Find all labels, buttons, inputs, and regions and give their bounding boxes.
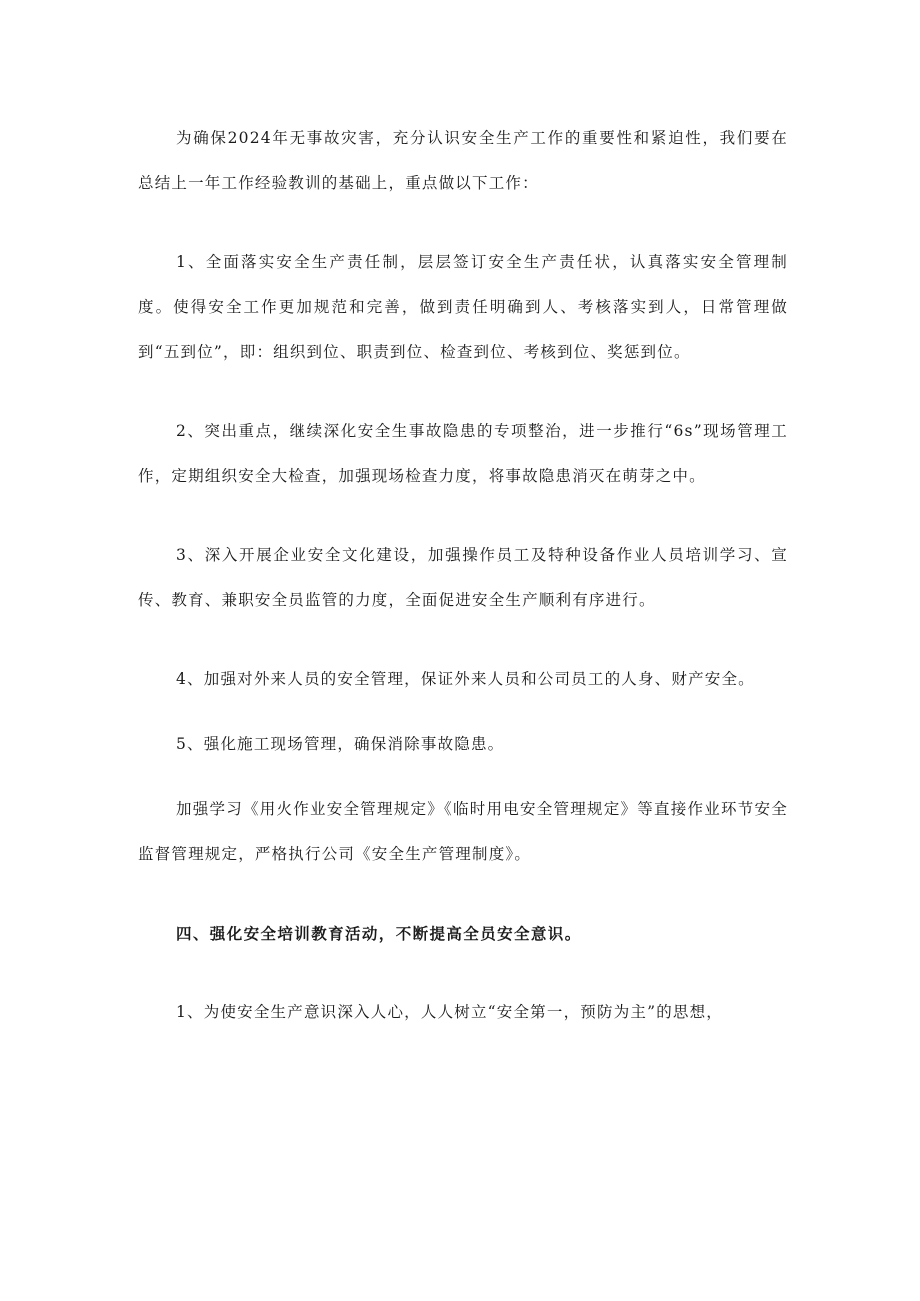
item-3-paragraph: 3、深入开展企业安全文化建设，加强操作员工及特种设备作业人员培训学习、宣传、教育、兼职安全员监管的力度，全面促进安全生产顺利有序进行。	[138, 546, 788, 609]
section-four-heading: 四、强化安全培训教育活动，不断提高全员安全意识。	[176, 924, 582, 943]
item-5-paragraph: 5、强化施工现场管理，确保消除事故隐患。	[176, 735, 505, 753]
intro-paragraph: 为确保2024年无事故灾害，充分认识安全生产工作的重要性和紧迫性，我们要在总结上一年工作经验教训的基础上，重点做以下工作：	[138, 129, 788, 192]
regulations-paragraph: 加强学习《用火作业安全管理规定》《临时用电安全管理规定》等直接作业环节安全监督管理规定，严格执行公司《安全生产管理制度》。	[138, 800, 788, 863]
item-4-paragraph: 4、加强对外来人员的安全管理，保证外来人员和公司员工的人身、财产安全。	[176, 670, 755, 688]
item-1-paragraph: 1、全面落实安全生产责任制，层层签订安全生产责任状，认真落实安全管理制度。使得安全工作更加规范和完善，做到责任明确到人、考核落实到人，日常管理做到“五到位”，即：组织到位、职责到位、检查到位、考核到位、奖惩到位。	[138, 253, 788, 361]
document-body	[138, 116, 788, 1069]
section-four-item-1-paragraph: 1、为使安全生产意识深入人心，人人树立“安全第一，预防为主”的思想，	[176, 1003, 724, 1021]
item-2-paragraph: 2、突出重点，继续深化安全生事故隐患的专项整治，进一步推行“6s”现场管理工作，定期组织安全大检查，加强现场检查力度，将事故隐患消灭在萌芽之中。	[138, 422, 788, 485]
